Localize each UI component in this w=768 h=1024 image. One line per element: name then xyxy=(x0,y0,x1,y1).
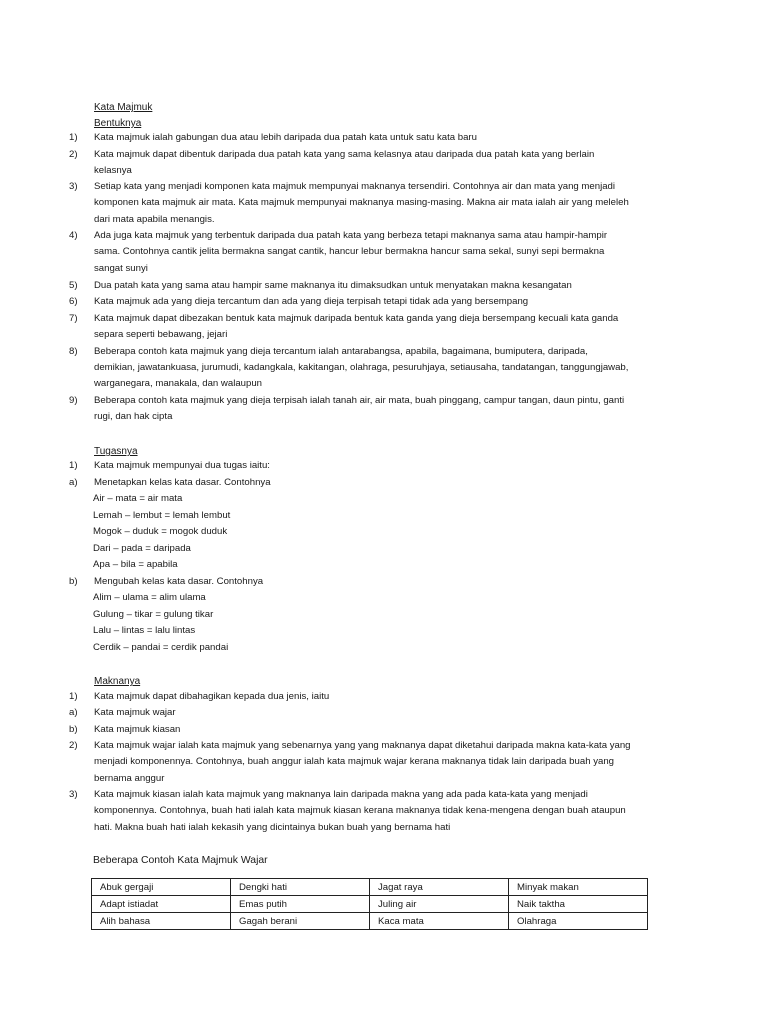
table-row xyxy=(92,896,648,913)
example-line: Lemah – lembut = lemah lembut xyxy=(93,509,231,521)
item-line: warganegara, manakala, dan walaupun xyxy=(94,378,263,390)
item-line: Kata majmuk dapat dibahagikan kepada dua jenis, iaitu xyxy=(94,690,330,702)
item-letter: a) xyxy=(69,707,78,718)
item-number: 8) xyxy=(69,345,78,357)
section-heading-tugasnya: Tugasnya xyxy=(94,446,138,457)
item-line: hati. Makna buah hati ialah kekasih yang dicintainya bukan buah yang bernama hati xyxy=(94,821,451,833)
item-line: Kata majmuk kiasan xyxy=(94,723,181,735)
table-heading: Beberapa Contoh Kata Majmuk Wajar xyxy=(93,855,268,866)
item-number: 9) xyxy=(69,395,78,406)
item-number: 4) xyxy=(69,230,78,241)
example-line: Mogok – duduk = mogok duduk xyxy=(93,526,228,537)
item-line: Menetapkan kelas kata dasar. Contohnya xyxy=(94,476,271,488)
item-number: 2) xyxy=(69,740,78,751)
table-cell: Emas putih xyxy=(231,896,370,913)
item-line: bernama anggur xyxy=(94,772,165,784)
item-line: menjadi komponennya. Contohnya, buah anggur ialah kata majmuk wajar kerana maknanya tidak lain daripada buah yang xyxy=(94,756,614,768)
example-line: Gulung – tikar = gulung tikar xyxy=(93,608,214,620)
example-line: Cerdik – pandai = cerdik pandai xyxy=(93,641,229,653)
table-cell: Adapt istiadat xyxy=(92,896,231,913)
table-cell: Dengki hati xyxy=(231,879,370,896)
item-line: Kata majmuk mempunyai dua tugas iaitu: xyxy=(94,460,270,471)
examples-table xyxy=(91,878,648,930)
table-cell: Naik taktha xyxy=(509,896,648,913)
example-line: Air – mata = air mata xyxy=(93,493,183,504)
item-line: Kata majmuk wajar ialah kata majmuk yang sebenarnya yang yang maknanya dapat diketahui daripada makna kata-kata yang xyxy=(94,740,631,751)
example-line: Apa – bila = apabila xyxy=(93,559,178,570)
item-line: dari mata apabila menangis. xyxy=(94,213,215,225)
item-line: Kata majmuk kiasan ialah kata majmuk yang maknanya lain daripada makna yang ada pada kata-kata yang menjadi xyxy=(94,789,588,800)
item-line: kelasnya xyxy=(94,164,132,176)
item-line: Kata majmuk dapat dibezakan bentuk kata majmuk daripada bentuk kata ganda yang dieja bersempang kecuali kata ganda xyxy=(94,312,619,324)
item-line: rugi, dan hak cipta xyxy=(94,411,173,423)
item-line: Ada juga kata majmuk yang terbentuk daripada dua patah kata yang berbeza tetapi maknanya sama atau hampir-hampir xyxy=(94,230,608,241)
table-row xyxy=(92,913,648,930)
table-cell: Gagah berani xyxy=(231,913,370,930)
item-line: separa seperti bebawang, jejari xyxy=(94,328,228,340)
item-number: 7) xyxy=(69,312,78,324)
item-line: Beberapa contoh kata majmuk yang dieja terpisah ialah tanah air, air mata, buah pinggang, campur tangan, daun pintu, ganti xyxy=(94,395,625,406)
table-cell: Juling air xyxy=(370,896,509,913)
item-letter: a) xyxy=(69,476,78,488)
document-title: Kata Majmuk xyxy=(94,102,153,113)
item-number: 2) xyxy=(69,148,78,160)
item-line: sama. Contohnya cantik jelita bermakna sangat cantik, hancur lebur bermakna hancur sama sekal, sunyi sepi bermakna xyxy=(94,246,605,258)
example-line: Dari – pada = daripada xyxy=(93,542,191,554)
table-cell: Alih bahasa xyxy=(92,913,231,930)
table-row xyxy=(92,879,648,896)
item-line: Dua patah kata yang sama atau hampir same maknanya itu dimaksudkan untuk menyatakan makna kesangatan xyxy=(94,279,572,291)
table-cell: Abuk gergaji xyxy=(92,879,231,896)
item-line: Beberapa contoh kata majmuk yang dieja tercantum ialah antarabangsa, apabila, bagaimana, bumiputera, daripada, xyxy=(94,345,588,357)
item-number: 5) xyxy=(69,279,78,291)
example-line: Lalu – lintas = lalu lintas xyxy=(93,625,196,636)
item-line: Kata majmuk wajar xyxy=(94,707,176,718)
item-number: 1) xyxy=(69,460,78,471)
item-line: sangat sunyi xyxy=(94,262,148,274)
section-heading-bentuknya: Bentuknya xyxy=(94,118,142,129)
section-heading-maknanya: Maknanya xyxy=(94,676,141,687)
item-number: 1) xyxy=(69,690,78,702)
item-line: Mengubah kelas kata dasar. Contohnya xyxy=(94,575,264,587)
item-line: komponen kata majmuk air mata. Kata majmuk mempunyai maknanya masing-masing. Makna air mata ialah air yang meleleh xyxy=(94,197,629,209)
item-line: Kata majmuk ada yang dieja tercantum dan ada yang dieja terpisah tetapi tidak ada yang bersempang xyxy=(94,296,529,307)
item-line: demikian, jawatankuasa, jurumudi, kadangkala, kakitangan, olahraga, pesuruhjaya, setiausaha, tandatangan, tanggungjawab, xyxy=(94,361,629,373)
table-cell: Kaca mata xyxy=(370,913,509,930)
table-cell: Jagat raya xyxy=(370,879,509,896)
table-cell: Minyak makan xyxy=(509,879,648,896)
item-number: 6) xyxy=(69,296,78,307)
item-number: 3) xyxy=(69,789,78,800)
item-line: Setiap kata yang menjadi komponen kata majmuk mempunyai maknanya tersendiri. Contohnya air dan mata yang menjadi xyxy=(94,181,616,192)
item-number: 3) xyxy=(69,181,78,192)
item-letter: b) xyxy=(69,575,78,587)
example-line: Alim – ulama = alim ulama xyxy=(93,592,206,603)
table-cell: Olahraga xyxy=(509,913,648,930)
item-line: komponennya. Contohnya, buah hati ialah kata majmuk kiasan kerana maknanya tidak kena-mengena dengan buah ataupun xyxy=(94,805,626,817)
item-line: Kata majmuk ialah gabungan dua atau lebih daripada dua patah kata untuk satu kata baru xyxy=(94,132,477,143)
item-line: Kata majmuk dapat dibentuk daripada dua patah kata yang sama kelasnya atau daripada dua patah kata yang berlain xyxy=(94,148,595,160)
item-number: 1) xyxy=(69,132,78,143)
item-letter: b) xyxy=(69,723,78,735)
